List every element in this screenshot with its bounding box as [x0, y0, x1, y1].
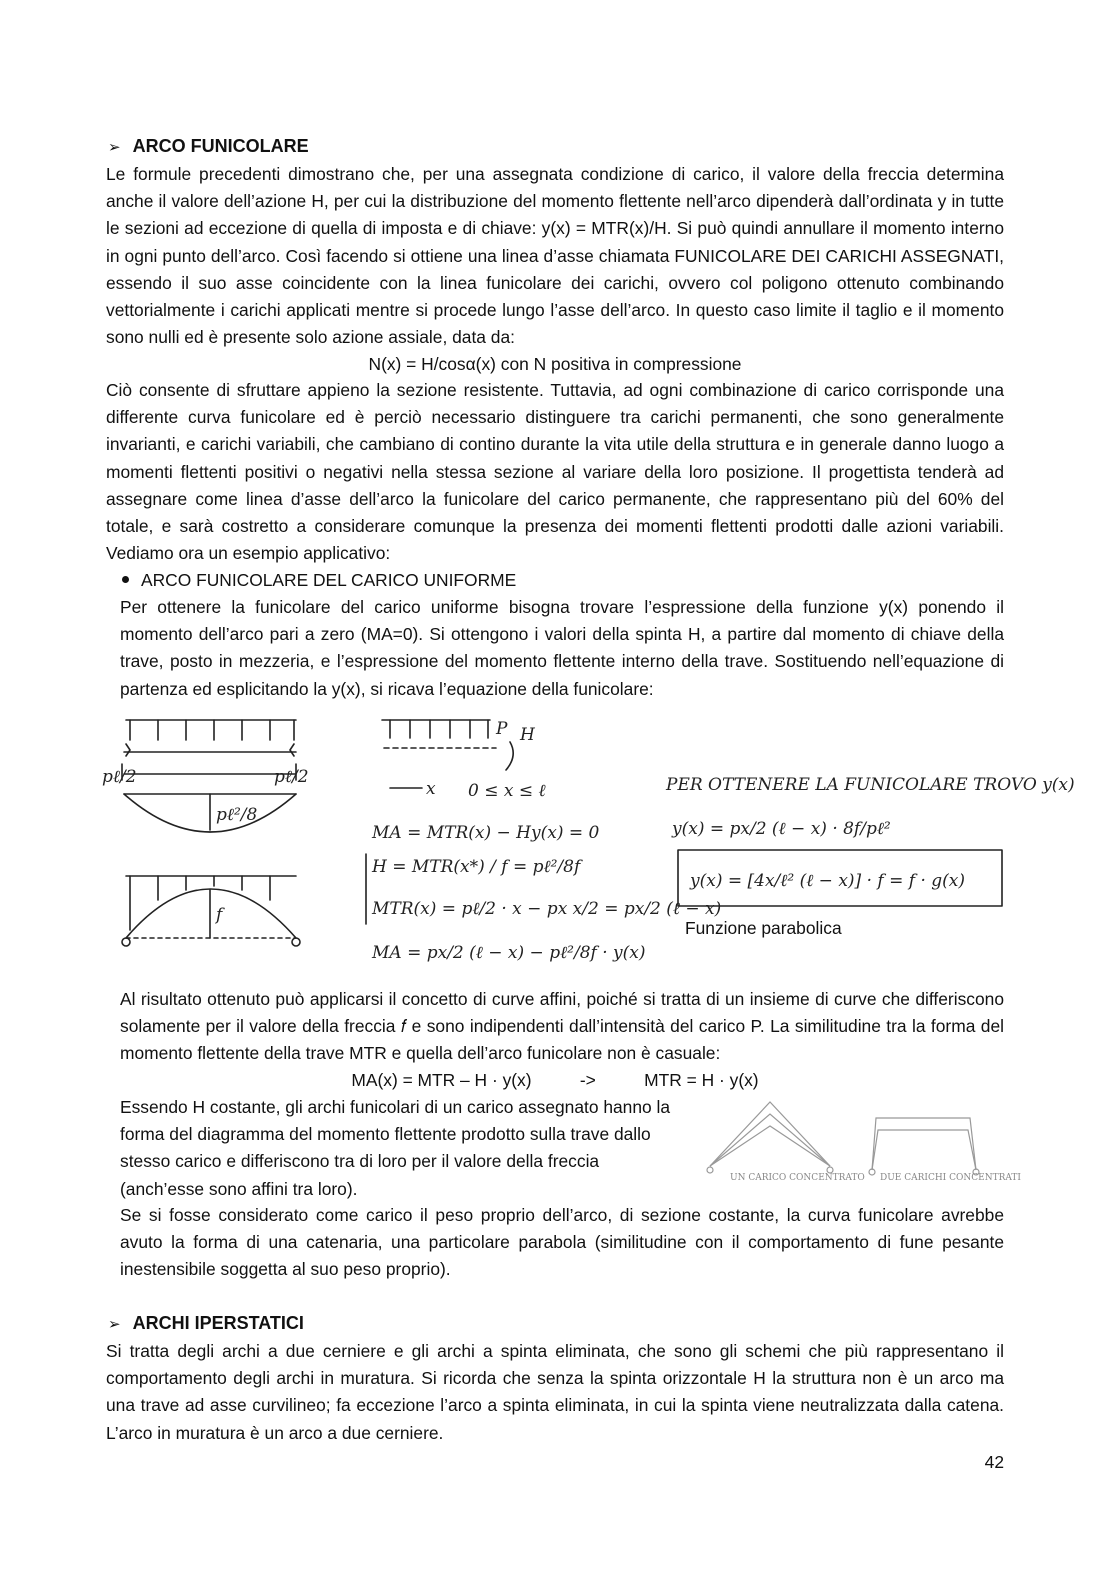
equation-1: MA = MTR(x) − Hy(x) = 0 — [372, 823, 600, 843]
arrow-bullet-icon: ➢ — [108, 1315, 121, 1333]
rise-label: f — [216, 905, 223, 925]
one-load-label: UN CARICO CONCENTRATO — [730, 1173, 865, 1183]
handwritten-figure — [100, 710, 1075, 980]
load-label: P — [496, 719, 508, 739]
body-paragraph: Ciò consente di sfruttare appieno la sezione resistente. Tuttavia, ad ogni combinazione di carico corrisponde una differente curva funicolare ed è perciò necessario distinguere tra carichi permanenti, che sono generalmente invarianti, e carichi variabili, che cambiano di contino durante la vita utile della struttura e in generale danno luogo a momenti flettenti positivi o negativi nella stessa sezione al variare della loro posizione. Il progettista tenderà ad assegnare come linea d’asse dell’arco la funicolare del carico permanente, che rappresentano più del 60% del totale, e sarà costretto a considerare comunque la presenza dei momenti flettenti prodotti dalle azioni variabili. Vediamo ora un esempio applicativo: — [106, 380, 1004, 564]
equation-6: y(x) = [4x/ℓ² (ℓ − x)] · f = f · g(x) — [690, 871, 965, 891]
equation-3: MTR(x) = pℓ/2 · x − px x/2 = px/2 (ℓ − x) — [372, 899, 722, 919]
arrow-bullet-icon: ➢ — [108, 138, 121, 156]
catenary-paragraph: Se si fosse considerato come carico il peso proprio dell’arco, di sezione costante, la curva funicolare avrebbe avuto la forma di una catenaria, una particolare parabola (similitudine con il comportamento di fune pesante inestensibile soggetta al suo peso proprio). — [120, 1205, 1004, 1280]
simply-supported-beam-sketch — [102, 720, 309, 832]
section-heading-arco-funicolare: ➢ ARCO FUNICOLARE — [108, 136, 309, 156]
equation-4: MA = px/2 (ℓ − x) − pℓ²/8f · y(x) — [372, 943, 646, 963]
bullet-dot-icon — [122, 576, 129, 583]
thrust-label: H — [520, 725, 535, 745]
equation-5: y(x) = px/2 (ℓ − x) · 8f/pℓ² — [672, 819, 891, 839]
affine-curves-paragraph: Al risultato ottenuto può applicarsi il concetto di curve affini, poiché si tratta di un insieme di curve che differiscono solamente per il valore della freccia 𝑓 e sono indipendenti dall’intensità del carico P. La similitudine tra la forma del momento flettente della trave MTR e quella dell’arco funicolare non è casuale: — [120, 989, 1004, 1064]
axial-formula: N(x) = H/cosα(x) con N positiva in compressione — [368, 354, 742, 374]
max-moment-label: pℓ²/8 — [216, 805, 258, 825]
uniform-load-paragraph: Per ottenere la funicolare del carico uniforme bisogna trovare l’espressione della funzione y(x) ponendo il momento dell’arco pari a zero (MA=0). Si ottengono i valori della spinta H, a partire dal momento di chiave della trave, posto in mezzeria, e l’espressione del momento flettente interno della trave. Sostituendo nell’equazione di partenza ed esplicitando la y(x), si ricava l’equazione della funicolare: — [120, 597, 1004, 699]
x-axis-label: x — [426, 779, 436, 799]
arch-comparison-sketch — [700, 1096, 1021, 1200]
two-loads-label: DUE CARICHI CONCENTRATI — [880, 1173, 1021, 1183]
equation-2: H = MTR(x*) / f = pℓ²/8f — [372, 857, 581, 877]
figure-caption: Funzione parabolica — [685, 918, 842, 938]
arch-sketch — [122, 876, 300, 946]
page-number: 42 — [984, 1452, 1004, 1472]
constant-h-paragraph: Essendo H costante, gli archi funicolari di un carico assegnato hanno la forma del diagramma del momento flettente prodotto sulla trave dallo stesso carico e differiscono tra di loro per il valore della freccia (anch’esse sono affini tra loro). — [120, 1097, 671, 1199]
hyperstatic-paragraph: Si tratta degli archi a due cerniere e gli archi a spinta eliminata, che sono gli schemi che più rappresentano il comportamento degli archi in muratura. Si ricorda che senza la spinta orizzontale H la struttura non è un arco ma una trave ad asse curvilineo; fa eccezione l’arco a spinta eliminata, in cui la spinta viene neutralizzata dalla catena. L’arco in muratura è un arco a due cerniere. — [106, 1341, 1004, 1443]
similarity-formula: MA(x) = MTR – H · y(x) -> MTR = H · y(x) — [351, 1070, 759, 1090]
support-reaction-left-label: pℓ/2 — [102, 767, 137, 787]
derivation-title: PER OTTENERE LA FUNICOLARE TROVO y(x) — [666, 775, 1075, 795]
funicular-derivation — [665, 775, 1075, 906]
equations-sketch — [366, 719, 721, 963]
bullet-uniform-load: ARCO FUNICOLARE DEL CARICO UNIFORME — [120, 567, 516, 594]
intro-paragraph: Le formule precedenti dimostrano che, per una assegnata condizione di carico, il valore della freccia determina anche il valore dell’azione H, per cui la distribuzione del momento flettente nell’arco dipenderà dall’ordinata y in tutte le sezioni ad eccezione di quella di imposta e di chiave: y(x) = MTR(x)/H. Si può quindi annullare il momento interno in ogni punto dell’arco. Così facendo si ottiene una linea d’asse chiamata FUNICOLARE DEI CARICHI ASSEGNATI, essendo il suo asse coincidente con la linea funicolare dei carichi, ovvero col poligono ottenuto combinando vettorialmente i carichi applicati mentre si procede lungo l’asse dell’arco. In questo caso limite il taglio e il momento sono nulli ed è presente solo azione assiale, data da: — [106, 164, 1004, 348]
support-reaction-right-label: pℓ/2 — [274, 767, 309, 787]
section-heading-archi-iperstatici: ➢ ARCHI IPERSTATICI — [108, 1313, 304, 1333]
domain-note: 0 ≤ x ≤ ℓ — [468, 781, 546, 801]
